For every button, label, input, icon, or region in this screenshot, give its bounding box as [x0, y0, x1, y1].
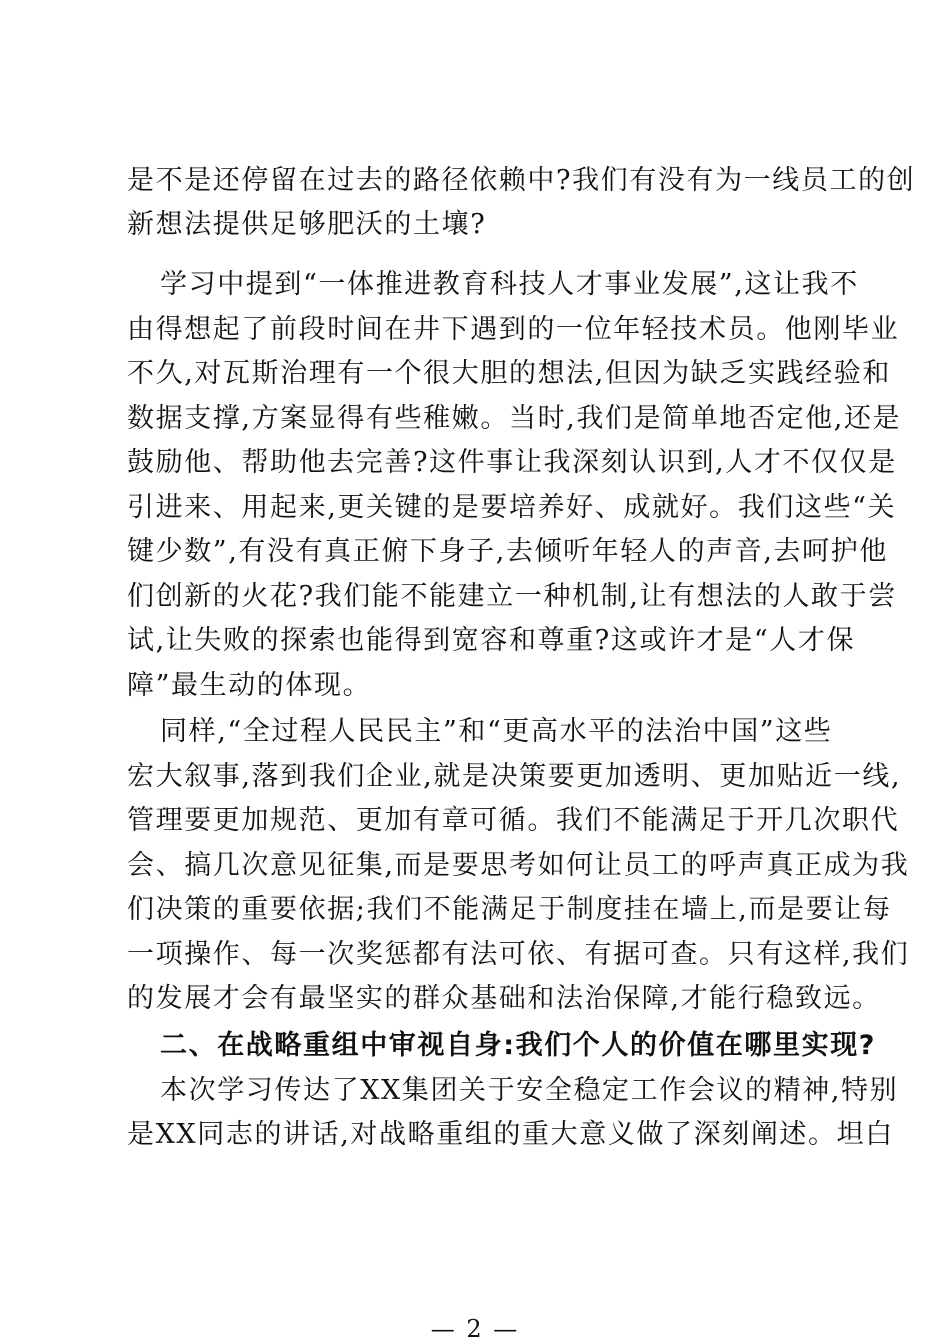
- section-heading: 二、在战略重组中审视自身:我们个人的价值在哪里实现?: [160, 1030, 877, 1061]
- text-line: 由得想起了前段时间在井下遇到的一位年轻技术员。他刚毕业: [127, 314, 900, 345]
- text-line: 不久,对瓦斯治理有一个很大胆的想法,但因为缺乏实践经验和: [127, 358, 891, 389]
- page-number: — 2 —: [430, 1315, 520, 1343]
- text-line: 新想法提供足够肥沃的土壤?: [127, 209, 487, 240]
- text-line: 本次学习传达了XX集团关于安全稳定工作会议的精神,特别: [160, 1075, 899, 1106]
- text-line: 是不是还停留在过去的路径依赖中?我们有没有为一线员工的创: [127, 165, 916, 196]
- text-line: 鼓励他、帮助他去完善?这件事让我深刻认识到,人才不仅仅是: [127, 447, 897, 478]
- text-line: 一项操作、每一次奖惩都有法可依、有据可查。只有这样,我们: [127, 939, 910, 970]
- text-line: 们决策的重要依据;我们不能满足于制度挂在墙上,而是要让每: [127, 894, 892, 925]
- text-line: 障”最生动的体现。: [127, 670, 372, 701]
- text-line: 同样,“全过程人民民主”和“更高水平的法治中国”这些: [160, 716, 833, 747]
- text-line: 试,让失败的探索也能得到宽容和尊重?这或许才是“人才保: [127, 625, 856, 656]
- text-line: 们创新的火花?我们能不能建立一种机制,让有想法的人敢于尝: [127, 581, 897, 612]
- text-line: 宏大叙事,落到我们企业,就是决策要更加透明、更加贴近一线,: [127, 761, 902, 792]
- text-line: 学习中提到“一体推进教育科技人才事业发展”,这让我不: [160, 269, 859, 300]
- text-line: 管理要更加规范、更加有章可循。我们不能满足于开几次职代: [127, 805, 900, 836]
- text-line: 会、搞几次意见征集,而是要思考如何让员工的呼声真正成为我: [127, 850, 910, 881]
- text-line: 键少数”,有没有真正俯下身子,去倾听年轻人的声音,去呵护他: [127, 536, 888, 567]
- text-line: 是XX同志的讲话,对战略重组的重大意义做了深刻阐述。坦白: [127, 1119, 894, 1150]
- text-line: 引进来、用起来,更关键的是要培养好、成就好。我们这些“关: [127, 492, 897, 523]
- text-line: 的发展才会有最坚实的群众基础和法治保障,才能行稳致远。: [127, 983, 881, 1014]
- text-line: 数据支撑,方案显得有些稚嫩。当时,我们是简单地否定他,还是: [127, 403, 902, 434]
